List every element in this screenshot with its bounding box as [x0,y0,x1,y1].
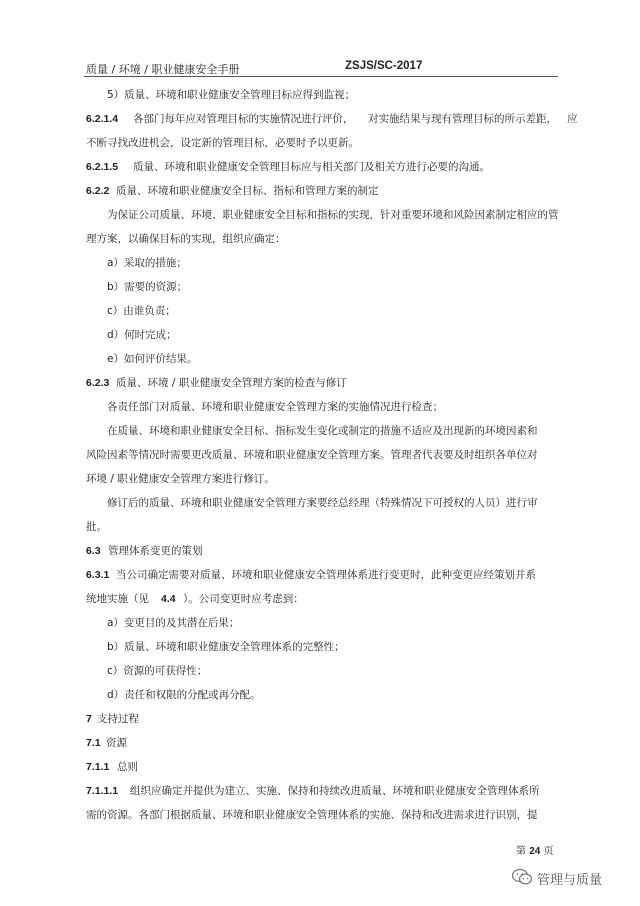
section-number: 6.2.3 [86,377,110,389]
text-line: 当公司确定需要对质量、环境和职业健康安全管理体系进行变更时，此种变更应经策划并系 [116,569,536,581]
text-line: 各部门每年应对管理目标的实施情况进行评价， [133,113,354,125]
header-manual-title: 质量 / 环境 / 职业健康安全手册 [86,63,240,76]
list-item: e）如何评价结果。 [107,353,198,365]
section-number: 6.3.1 [86,569,110,581]
section-heading: 管理体系变更的策划 [108,545,203,557]
list-item: b）质量、环境和职业健康安全管理体系的完整性； [107,641,345,653]
section-reference: 4.4 [161,593,176,605]
section-number: 6.2.2 [86,185,110,197]
text-line: 环境 / 职业健康安全管理方案进行修订。 [86,473,275,485]
section-heading: 质量、环境和职业健康安全目标、指标和管理方案的制定 [116,185,379,197]
text-line: 在质量、环境和职业健康安全目标、指标发生变化或制定的措施不适应及出现新的环境因素和 [107,425,538,437]
text-line: 5）质量、环境和职业健康安全管理目标应得到监视； [107,89,356,101]
section-number: 6.3 [86,545,101,557]
list-item: a）采取的措施； [107,257,187,269]
text-line: 统地实施（见 [86,593,149,605]
text-line: ）。公司变更时应考虑到： [183,593,304,605]
text-line: 质量、环境和职业健康安全管理目标应与相关部门及相关方进行必要的沟通。 [133,161,490,173]
text-line: 理方案，以确保目标的实现，组织应确定： [86,233,286,245]
text-line: 批。 [86,521,107,533]
list-item: a）变更目的及其潜在后果； [107,617,240,629]
list-item: d）责任和权限的分配或再分配。 [107,689,261,701]
text-line: 对实施结果与现有管理目标的所示差距， [368,113,557,125]
header-divider [84,76,558,77]
header-doc-code: ZSJS/SC-2017 [345,60,423,72]
section-number: 6.2.1.4 [86,113,119,125]
text-line: 不断寻找改进机会，设定新的管理目标，必要时予以更新。 [86,137,359,149]
text-line: 修订后的质量、环境和职业健康安全管理方案要经总经理（特殊情况下可授权的人员）进行审 [107,497,538,509]
text-line: 需的资源。各部门根据质量、环境和职业健康安全管理体系的实施、保持和改进需求进行识别，提 [86,809,538,821]
list-item: d）何时完成； [107,329,177,341]
text-line: 为保证公司质量、环境、职业健康安全目标和指标的实现，针对重要环境和风险因素制定相应的管 [107,209,559,221]
text-line: 组织应确定并提供为建立、实施、保持和持续改进质量、环境和职业健康安全管理体系所 [130,785,540,797]
page-prefix: 第 [516,846,526,857]
section-heading: 总则 [117,761,138,773]
text-line: 各责任部门对质量、环境和职业健康安全管理方案的实施情况进行检查； [107,401,443,413]
section-number: 7.1.1 [86,761,110,773]
section-number: 6.2.1.5 [86,161,119,173]
section-number: 7.1.1.1 [86,785,119,797]
section-heading: 资源 [106,737,127,749]
list-item: c）由谁负责； [107,305,176,317]
text-line: 风险因素等情况时需要更改质量、环境和职业健康安全管理方案。管理者代表要及时组织各单位对 [86,449,538,461]
text-line: 应 [567,113,578,125]
page-number [516,842,554,857]
list-item: c）资源的可获得性； [107,665,208,677]
page-number-value: 24 [529,846,541,857]
page-suffix: 页 [543,846,554,857]
section-heading: 质量、环境 / 职业健康安全管理方案的检查与修订 [116,377,347,389]
section-heading: 支持过程 [97,713,139,725]
wechat-icon [511,868,533,886]
section-number: 7.1 [86,737,101,749]
list-item: b）需要的资源； [107,281,188,293]
section-number: 7 [86,713,92,725]
watermark-text: 管理与质量 [537,873,603,888]
